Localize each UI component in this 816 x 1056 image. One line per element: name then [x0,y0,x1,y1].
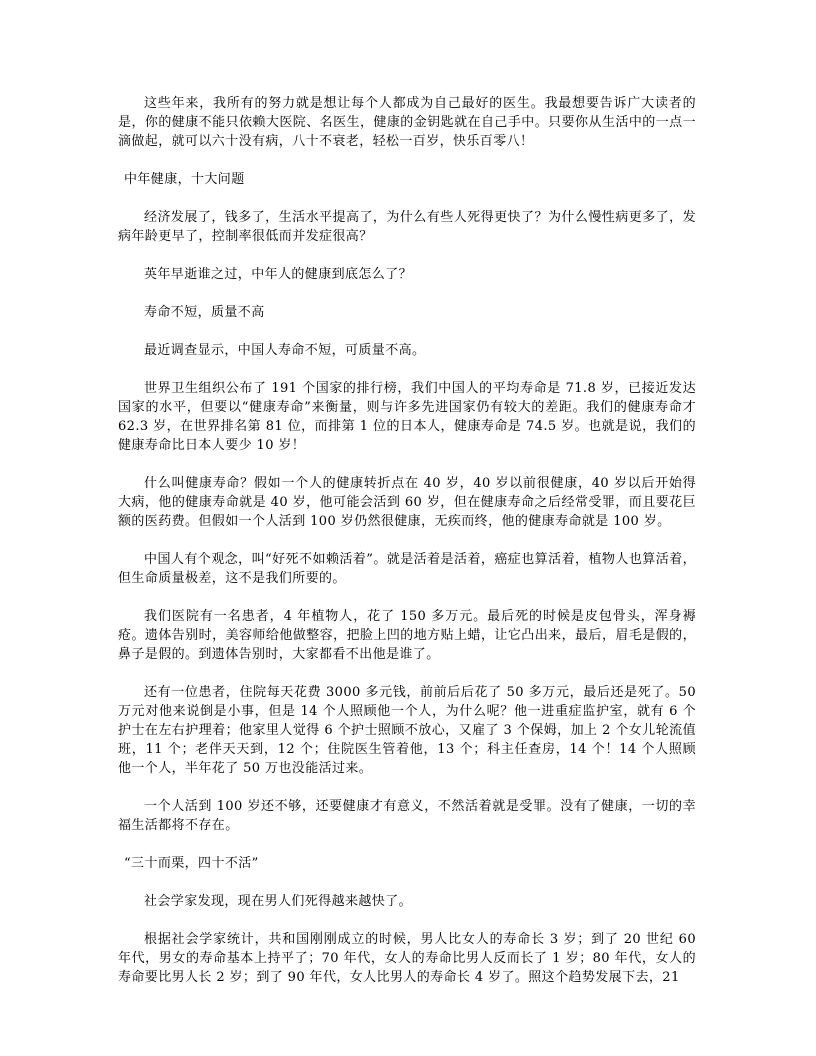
paragraph-healthy-lifespan-definition: 什么叫健康寿命？假如一个人的健康转折点在 40 岁，40 岁以前很健康，40 岁以后开始得大病，他的健康寿命就是 40 岁，他可能会活到 60 岁，但在健康寿命之后经常受罪，而且要花巨额的医药费。但假如一个人活到 100 岁仍然很健康，无疾而终，他的健康寿命就是 100 岁。 [118,476,696,529]
subheading-lifespan-quality: 寿命不短，质量不高 [144,305,265,320]
paragraph-early-death-question: 英年早逝谁之过，中年人的健康到底怎么了？ [144,267,413,282]
paragraph-sociologist-finding: 社会学家发现，现在男人们死得越来越快了。 [144,894,413,909]
paragraph-survey: 最近调查显示，中国人寿命不短，可质量不高。 [144,343,426,358]
paragraph-icu-patient: 还有一位患者，住院每天花费 3000 多元钱，前前后后花了 50 多万元，最后还是死了。50 万元对他来说倒是小事，但是 14 个人照顾他一个人，为什么呢？他一进重症监护室，就有 6 个护士在左右护理着；他家里人觉得 6 个护士照顾不放心，又雇了 3 个保姆，加上 2 个女儿轮流值班，11 个；老伴天天到，12 个；住院医生管着他，13 个；科主任查房，14 个！14 个人照顾他一个人，半年花了 50 万也没能活过来。 [118,685,696,776]
paragraph-health-meaning: 一个人活到 100 岁还不够，还要健康才有意义，不然活着就是受罪。没有了健康，一切的幸福生活都将不存在。 [118,799,696,833]
paragraph-who-ranking: 世界卫生组织公布了 191 个国家的排行榜，我们中国人的平均寿命是 71.8 岁，已接近发达国家的水平，但要以“健康寿命”来衡量，则与许多先进国家仍有较大的差距。我们的健康寿命才 62.3 岁，在世界排名第 81 位，而排第 1 位的日本人，健康寿命是 74.5 岁。也就是说，我们的健康寿命比日本人要少 10 岁！ [118,381,696,453]
paragraph-lifespan-statistics: 根据社会学家统计，共和国刚刚成立的时候，男人比女人的寿命长 3 岁；到了 20 世纪 60 年代，男女的寿命基本上持平了；70 年代，女人的寿命比男人反而长了 1 岁；80 年代，女人的寿命要比男人长 2 岁；到了 90 年代，女人比男人的寿命长 4 岁了。照这个趋势发展下去，21 [118,932,696,985]
paragraph-vegetative-patient: 我们医院有一名患者，4 年植物人，花了 150 多万元。最后死的时候是皮包骨头，浑身褥疮。遗体告别时，美容师给他做整容，把脸上凹的地方贴上蜡，让它凸出来，最后，眉毛是假的，鼻子是假的。到遗体告别时，大家都看不出他是谁了。 [118,609,696,662]
paragraph-chinese-concept: 中国人有个观念，叫“好死不如赖活着”。就是活着是活着，癌症也算活着，植物人也算活着，但生命质量极差，这不是我们所要的。 [118,552,696,586]
section-heading-thirty-forty: “三十而栗，四十不活” [124,856,259,871]
paragraph-economy-question: 经济发展了，钱多了，生活水平提高了，为什么有些人死得更快了？为什么慢性病更多了，发病年龄更早了，控制率很低而并发症很高？ [118,210,696,244]
section-heading-midlife-health: 中年健康，十大问题 [124,172,245,187]
paragraph-intro: 这些年来，我所有的努力就是想让每个人都成为自己最好的医生。我最想要告诉广大读者的是，你的健康不能只依赖大医院、名医生，健康的金钥匙就在自己手中。只要你从生活中的一点一滴做起，就可以六十没有病，八十不衰老，轻松一百岁，快乐百零八！ [118,96,696,149]
